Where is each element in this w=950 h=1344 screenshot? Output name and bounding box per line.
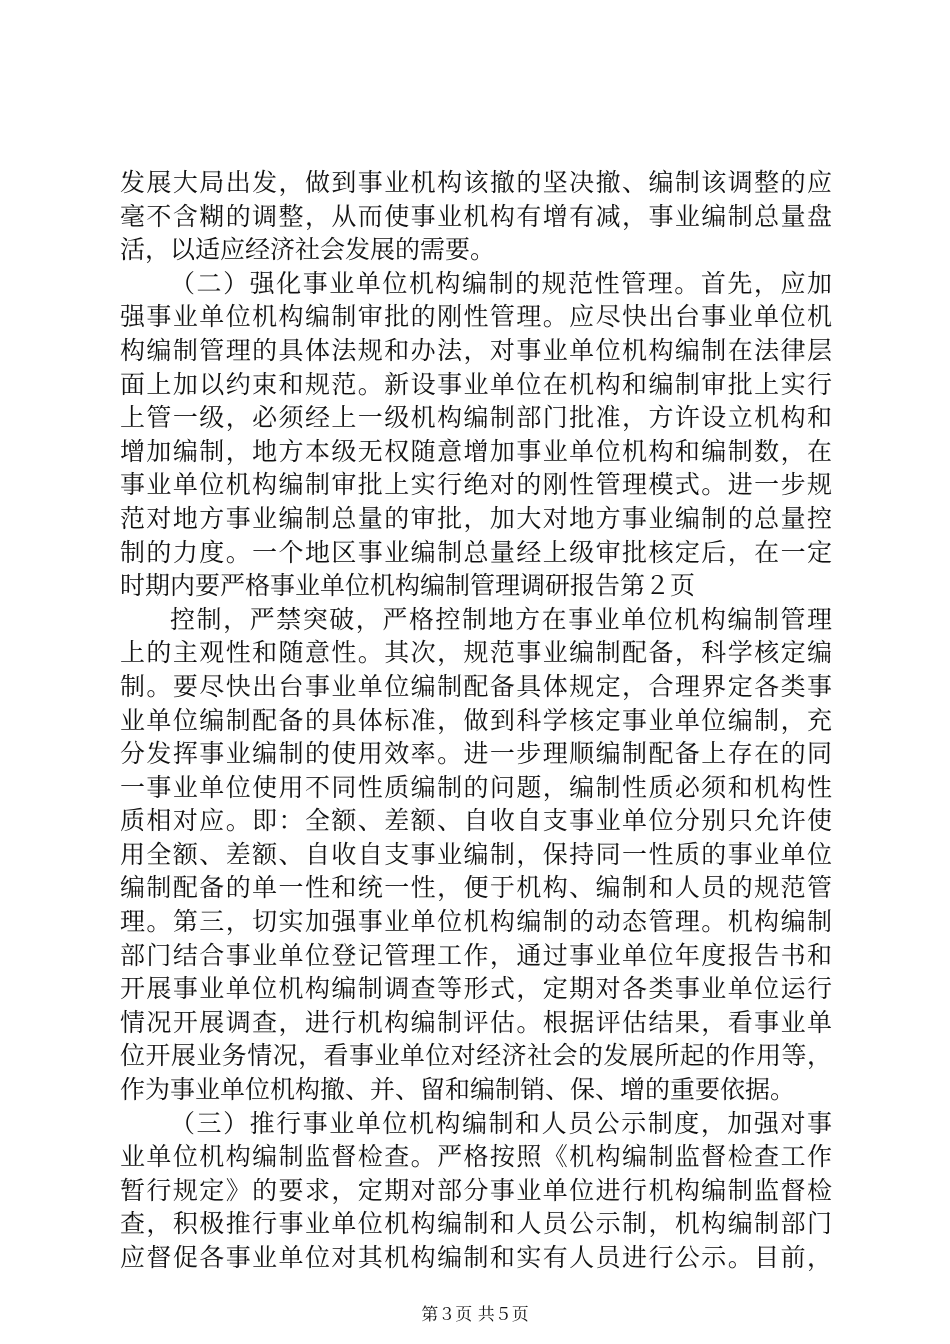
- page-footer: 第３页 共５页: [421, 1305, 529, 1325]
- text-line: 发展大局出发，做到事业机构该撤的坚决撤、编制该调整的应: [120, 168, 832, 197]
- text-line: 增加编制，地方本级无权随意增加事业单位机构和编制数，在: [120, 436, 832, 466]
- text-line: 毫不含糊的调整，从而使事业机构有增有减，事业编制总量盘: [120, 201, 832, 231]
- text-line: 编制配备的单一性和统一性，便于机构、编制和人员的规范管: [120, 873, 832, 903]
- text-line: 情况开展调查，进行机构编制评估。根据评估结果，看事业单: [120, 1007, 832, 1037]
- text-line: 业单位编制配备的具体标准，做到科学核定事业单位编制，充: [120, 705, 832, 735]
- text-line: 上的主观性和随意性。其次，规范事业编制配备，科学核定编: [120, 638, 832, 668]
- text-line: 时期内要严格事业单位机构编制管理调研报告第２页: [120, 571, 696, 601]
- text-line: 质相对应。即：全额、差额、自收自支事业单位分别只允许使: [120, 806, 832, 836]
- text-line: 开展事业单位机构编制调查等形式，定期对各类事业单位运行: [120, 974, 832, 1004]
- text-line: 部门结合事业单位登记管理工作，通过事业单位年度报告书和: [120, 940, 832, 970]
- text-line: 暂行规定》的要求，定期对部分事业单位进行机构编制监督检: [120, 1175, 832, 1205]
- text-line: 活，以适应经济社会发展的需要。: [120, 235, 496, 265]
- text-line: 强事业单位机构编制审批的刚性管理。应尽快出台事业单位机: [120, 302, 832, 332]
- text-line: 应督促各事业单位对其机构编制和实有人员进行公示。目前，: [120, 1243, 832, 1272]
- text-line: 面上加以约束和规范。新设事业单位在机构和编制审批上实行: [120, 369, 832, 399]
- text-line: 查，积极推行事业单位机构编制和人员公示制，机构编制部门: [120, 1209, 832, 1239]
- text-line: 制的力度。一个地区事业编制总量经上级审批核定后，在一定: [120, 537, 832, 567]
- text-line: 一事业单位使用不同性质编制的问题，编制性质必须和机构性: [120, 772, 832, 802]
- text-line: 理。第三，切实加强事业单位机构编制的动态管理。机构编制: [120, 907, 832, 937]
- text-line: 位开展业务情况，看事业单位对经济社会的发展所起的作用等，: [120, 1041, 832, 1071]
- text-line: 构编制管理的具体法规和办法，对事业单位机构编制在法律层: [120, 335, 832, 365]
- text-line: 制。要尽快出台事业单位编制配备具体规定，合理界定各类事: [120, 671, 832, 701]
- text-line: 业单位机构编制监督检查。严格按照《机构编制监督检查工作: [120, 1142, 832, 1172]
- text-line: 用全额、差额、自收自支事业编制，保持同一性质的事业单位: [120, 839, 832, 869]
- paragraph-start-line: 控制，严禁突破，严格控制地方在事业单位机构编制管理: [170, 604, 832, 634]
- body-text: [120, 166, 832, 1275]
- paragraph-start-line: （三）推行事业单位机构编制和人员公示制度，加强对事: [170, 1108, 832, 1138]
- text-line: 作为事业单位机构撤、并、留和编制销、保、增的重要依据。: [120, 1075, 796, 1105]
- text-line: 分发挥事业编制的使用效率。进一步理顺编制配备上存在的同: [120, 739, 832, 769]
- paragraph-start-line: （二）强化事业单位机构编制的规范性管理。首先，应加: [170, 268, 832, 298]
- text-line: 上管一级，必须经上一级机构编制部门批准，方许设立机构和: [120, 403, 832, 433]
- text-line: 范对地方事业编制总量的审批，加大对地方事业编制的总量控: [120, 503, 832, 533]
- text-line: 事业单位机构编制审批上实行绝对的刚性管理模式。进一步规: [120, 470, 832, 500]
